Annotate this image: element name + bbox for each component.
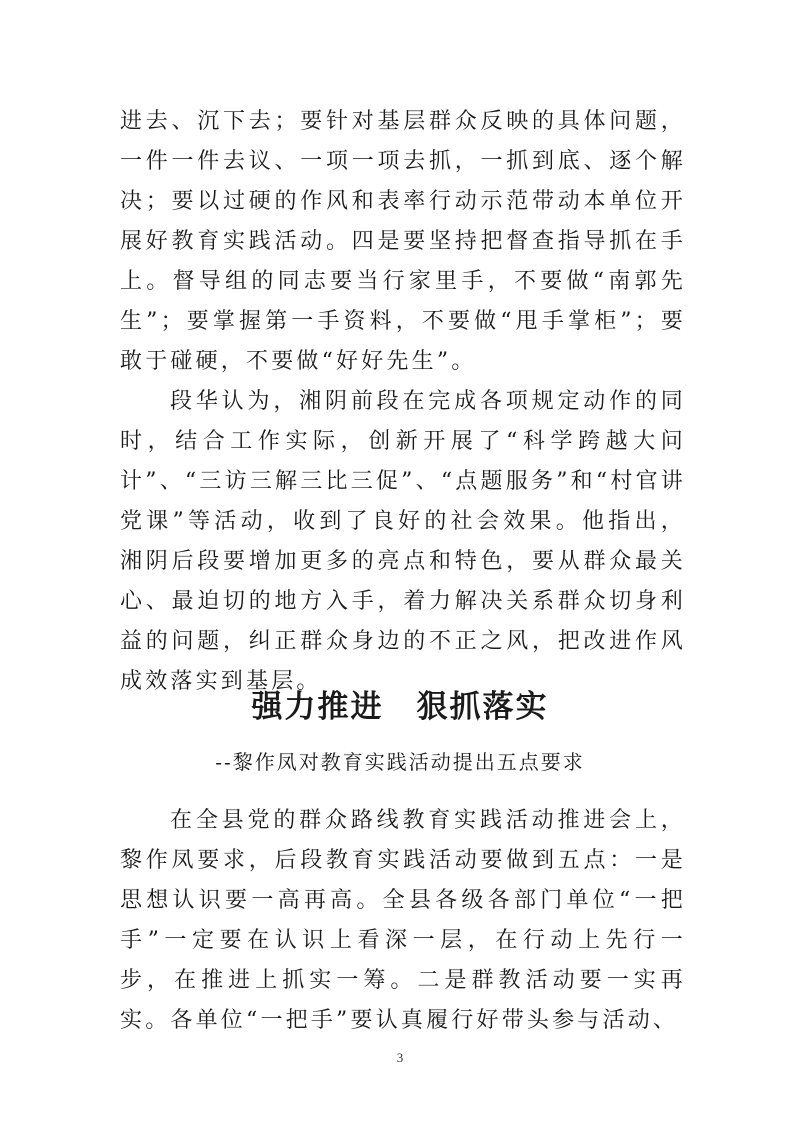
text-section-bottom [120, 801, 686, 1041]
article-subtitle: --黎作凤对教育实践活动提出五点要求 [215, 750, 585, 774]
page-number: 3 [396, 1050, 404, 1065]
paragraph-continuation: 进去、沉下去；要针对基层群众反映的具体问题，一件一件去议、一项一项去抓，一抓到底、逐个解决；要以过硬的作风和表率行动示范带动本单位开展好教育实践活动。四是要坚持把督查指导抓在手上。督导组的同志要当行家里手，不要做“南郭先生”；要掌握第一手资料，不要做“甩手掌柜”；要敢于碰硬，不要做“好好先生”。 [120, 109, 686, 374]
paragraph-lizuofeng: 在全县党的群众路线教育实践活动推进会上，黎作凤要求，后段教育实践活动要做到五点：一是思想认识要一高再高。全县各级各部门单位“一把手”一定要在认识上看深一层，在行动上先行一步，在推进上抓实一筹。二是群教活动要一实再实。各单位“一把手”要认真履行好带头参与活动、 [120, 808, 686, 1033]
paragraph-duanhua: 段华认为，湘阴前段在完成各项规定动作的同时，结合工作实际，创新开展了“科学跨越大问计”、“三访三解三比三促”、“点题服务”和“村官讲党课”等活动，收到了良好的社会效果。他指出，湘阴后段要增加更多的亮点和特色，要从群众最关心、最迫切的地方入手，着力解决关系群众切身利益的问题，纠正群众身边的不正之风，把改进作风成效落实到基层。 [120, 389, 686, 694]
text-section-top [120, 102, 686, 702]
article-title: 强力推进 狠抓落实 [251, 689, 549, 725]
